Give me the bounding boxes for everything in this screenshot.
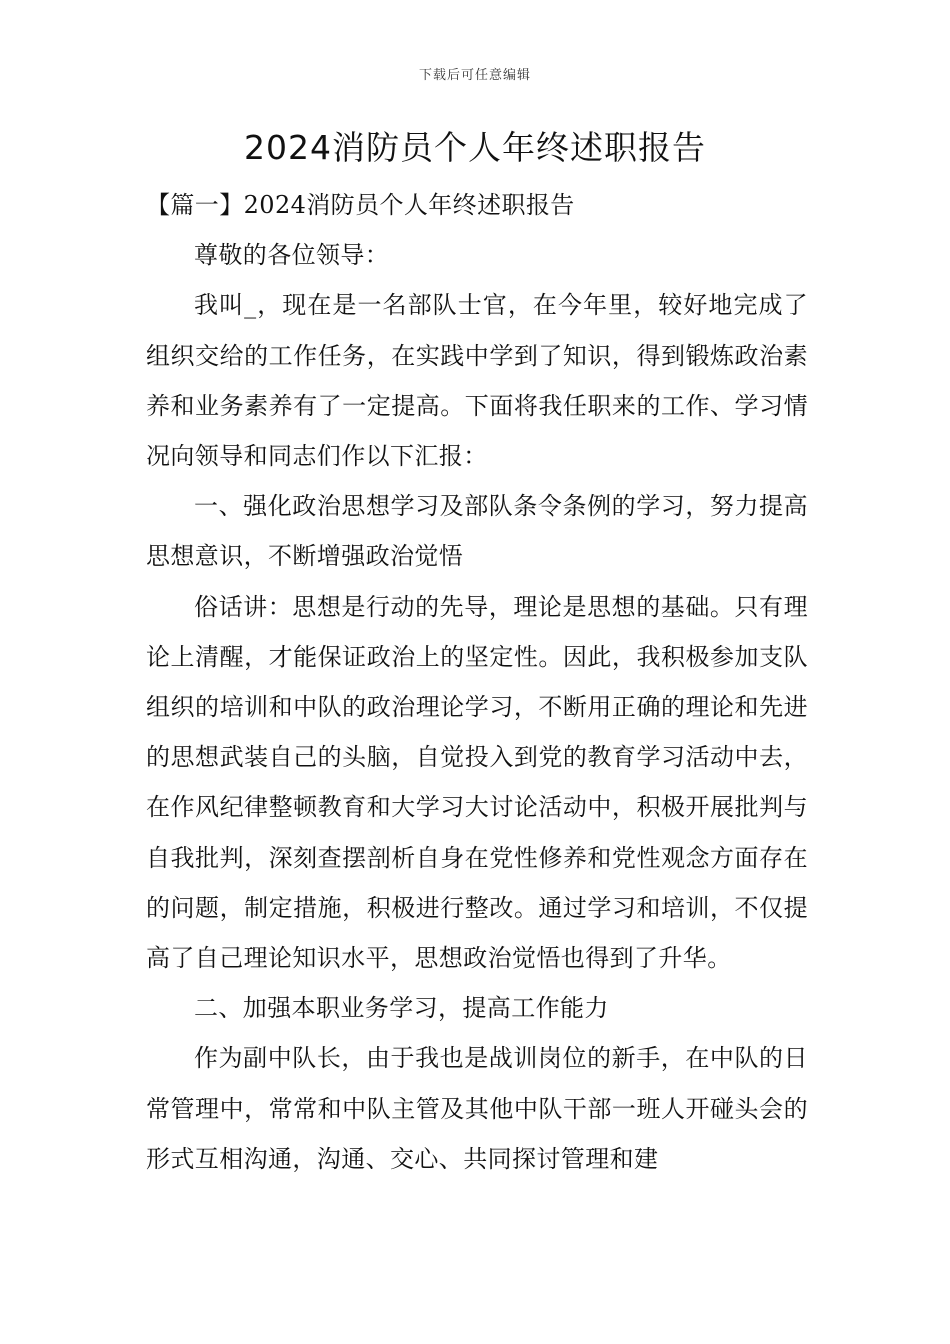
salutation-paragraph: 尊敬的各位领导： [194,241,390,270]
document-title: 2024消防员个人年终述职报告 [244,128,706,167]
header-note: 下载后可任意编辑 [418,68,531,83]
point-one-heading: 一、强化政治思想学习及部队条令条例的学习，努力提高思想意识，不断增强政治觉悟 [146,492,808,571]
point-two-heading: 二、加强本职业务学习，提高工作能力 [194,994,609,1023]
point-two-body: 作为副中队长，由于我也是战训岗位的新手，在中队的日常管理中，常常和中队主管及其他中队干部一班人开碰头会的形式互相沟通，沟通、交心、共同探讨管理和建 [146,1044,808,1173]
document-body [146,180,808,1184]
section-heading: 【篇一】2024消防员个人年终述职报告 [146,191,575,219]
intro-paragraph: 我叫_，现在是一名部队士官，在今年里，较好地完成了组织交给的工作任务，在实践中学到了知识，得到锻炼政治素养和业务素养有了一定提高。下面将我任职来的工作、学习情况向领导和同志们作以下汇报： [146,291,808,471]
point-one-body: 俗话讲：思想是行动的先导，理论是思想的基础。只有理论上清醒，才能保证政治上的坚定性。因此，我积极参加支队组织的培训和中队的政治理论学习，不断用正确的理论和先进的思想武装自己的头脑，自觉投入到党的教育学习活动中去，在作风纪律整顿教育和大学习大讨论活动中，积极开展批判与自我批判，深刻查摆剖析自身在党性修养和党性观念方面存在的问题，制定措施，积极进行整改。通过学习和培训，不仅提高了自己理论知识水平，思想政治觉悟也得到了升华。 [146,592,808,973]
